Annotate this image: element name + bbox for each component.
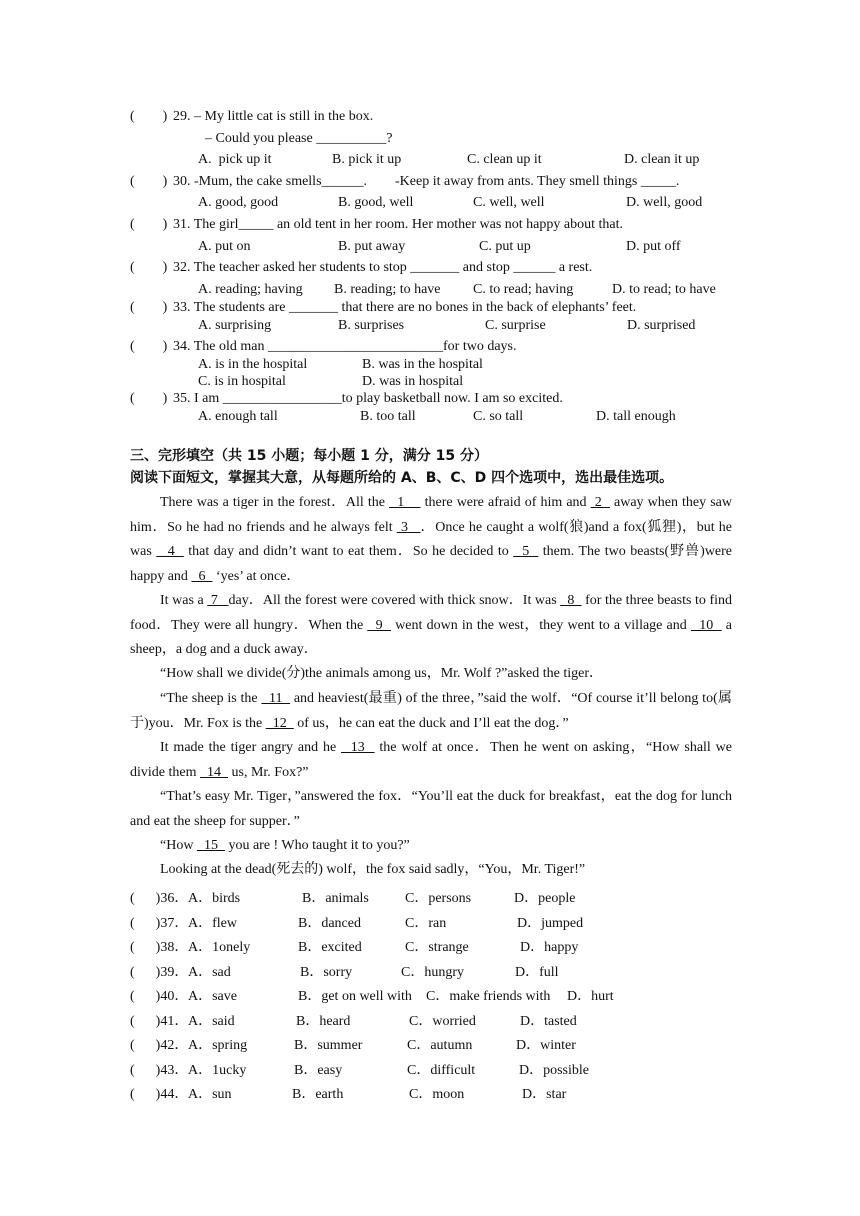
- passage-text: “That’s easy Mr. Tiger，”answered the fox．“You’ll eat the duck for breakfast，eat the dog for lunch and eat the sheep for supper．”: [130, 789, 732, 829]
- blank-1: 1: [389, 495, 421, 510]
- option-35-b: B. too tall: [360, 409, 416, 424]
- cloze-option-a: A．flew: [188, 916, 237, 931]
- option-33-d: D. surprised: [627, 318, 696, 333]
- blank-6: 6: [191, 568, 213, 584]
- option-30-a: A. good, good: [198, 195, 279, 210]
- blank-9: 9: [367, 617, 392, 633]
- passage-text: There was a tiger in the forest．All the: [160, 495, 390, 510]
- option-30-b: B. good, well: [338, 195, 414, 210]
- option-33-a: A. surprising: [198, 318, 272, 333]
- option-34-d: D. was in hospital: [362, 374, 464, 389]
- cloze-option-c: C．hungry: [401, 965, 464, 980]
- question-34-stem: 34. The old man _________________________for two days.: [173, 339, 517, 354]
- cloze-option-a: A．1ucky: [188, 1063, 247, 1078]
- question-34-paren: ( ): [130, 339, 168, 354]
- question-31-paren: ( ): [130, 217, 168, 232]
- passage-text: them. The two beasts(野兽)were happy and: [130, 544, 733, 584]
- option-35-c: C. so tall: [473, 409, 524, 424]
- cloze-option-c: C．make friends with: [426, 989, 551, 1004]
- question-29-stem: 29. – My little cat is still in the box.: [173, 109, 374, 124]
- passage-text: away when they saw him．So he had no friends and he always felt: [130, 495, 732, 535]
- passage-text: day．All the forest were covered with thick snow．It was: [228, 593, 561, 608]
- passage-text: “How: [160, 838, 197, 853]
- blank-12: 12: [265, 715, 294, 731]
- question-29-paren: ( ): [130, 109, 168, 124]
- cloze-number: ( )42．: [130, 1038, 189, 1053]
- option-33-c: C. surprise: [485, 318, 546, 333]
- passage-text: ‘yes’ at once．: [212, 568, 301, 584]
- cloze-number: ( )41．: [130, 1014, 189, 1029]
- cloze-option-c: C．autumn: [407, 1038, 473, 1053]
- blank-11: 11: [261, 691, 291, 706]
- section-title: 三、完形填空（共 15 小题；每小题 1 分，满分 15 分）: [130, 448, 488, 464]
- question-33-stem: 33. The students are _______ that there are no bones in the back of elephants’ feet.: [173, 300, 637, 315]
- cloze-option-a: A．sun: [188, 1087, 232, 1102]
- blank-10: 10: [690, 617, 722, 633]
- passage-paragraph-1: [130, 491, 732, 589]
- passage-text: a sheep，a dog and a duck away．: [130, 617, 733, 657]
- question-32-paren: ( ): [130, 260, 168, 275]
- cloze-option-c: C．strange: [405, 940, 469, 955]
- option-34-c: C. is in hospital: [198, 374, 286, 389]
- option-31-b: B. put away: [338, 239, 406, 254]
- section-instruction: 阅读下面短文，掌握其大意，从每题所给的 A、B、C、D 四个选项中，选出最佳选项。: [130, 470, 674, 486]
- blank-3: 3: [396, 519, 421, 535]
- question-31-stem: 31. The girl_____ an old tent in her room. Her mother was not happy about that.: [173, 217, 623, 232]
- passage-text: Looking at the dead(死去的) wolf，the fox said sadly，“You，Mr. Tiger!”: [160, 862, 586, 877]
- passage-text: for the three beasts to find food．They were all hungry．When the: [130, 593, 733, 633]
- option-32-d: D. to read; to have: [612, 282, 716, 297]
- cloze-option-d: D．winter: [516, 1038, 576, 1053]
- option-29-b: B. pick it up: [332, 152, 402, 167]
- cloze-option-d: D．tasted: [520, 1014, 577, 1029]
- question-32-stem: 32. The teacher asked her students to stop _______ and stop ______ a rest.: [173, 260, 593, 275]
- cloze-number: ( )44．: [130, 1087, 189, 1102]
- option-29-c: C. clean up it: [467, 152, 542, 167]
- cloze-option-d: D．hurt: [567, 989, 614, 1004]
- question-30-paren: ( ): [130, 174, 168, 189]
- cloze-option-c: C．persons: [405, 891, 472, 906]
- passage-text: us, Mr. Fox?”: [228, 764, 309, 780]
- passage-paragraph-5: [130, 736, 732, 785]
- passage-text: ．Once he caught a wolf(狼)and a fox(狐狸)，but he was: [130, 519, 733, 559]
- cloze-option-b: B．easy: [294, 1063, 343, 1078]
- cloze-option-b: B．animals: [302, 891, 369, 906]
- question-35-paren: ( ): [130, 391, 168, 406]
- cloze-option-a: A．birds: [188, 891, 241, 906]
- passage-text: “The sheep is the: [160, 691, 262, 706]
- question-29-stem-2: – Could you please __________?: [205, 131, 393, 146]
- passage-paragraph-4: [130, 687, 732, 736]
- passage-text: “How shall we divide(分)the animals among us，Mr. Wolf ?”asked the tiger．: [160, 666, 604, 681]
- cloze-option-b: B．summer: [294, 1038, 363, 1053]
- option-35-d: D. tall enough: [596, 409, 676, 424]
- cloze-option-c: C．ran: [405, 916, 447, 931]
- option-29-d: D. clean it up: [624, 152, 700, 167]
- option-30-d: D. well, good: [626, 195, 703, 210]
- cloze-number: ( )40．: [130, 989, 189, 1004]
- passage-paragraph-7: [130, 834, 732, 859]
- passage-paragraph-8: [130, 858, 732, 883]
- cloze-option-d: D．people: [514, 891, 576, 906]
- question-35-stem: 35. I am _________________to play basketball now. I am so excited.: [173, 391, 563, 406]
- cloze-option-a: A．spring: [188, 1038, 248, 1053]
- cloze-number: ( )37．: [130, 916, 189, 931]
- cloze-option-d: D．full: [515, 965, 559, 980]
- cloze-option-b: B．sorry: [300, 965, 353, 980]
- cloze-option-a: A．1onely: [188, 940, 251, 955]
- blank-2: 2: [590, 495, 610, 510]
- blank-8: 8: [560, 593, 582, 608]
- cloze-option-d: D．star: [522, 1087, 567, 1102]
- cloze-option-d: D．jumped: [517, 916, 584, 931]
- blank-4: _4: [156, 544, 184, 559]
- passage-text: It was a: [160, 593, 208, 608]
- passage-text: that day and didn’t want to eat them．So he decided to: [183, 544, 514, 559]
- cloze-number: ( )38．: [130, 940, 189, 955]
- passage-text: of us，he can eat the duck and I’ll eat the dog．”: [293, 715, 569, 731]
- passage-text: It made the tiger angry and he: [160, 740, 342, 755]
- blank-13: 13: [341, 740, 375, 755]
- passage-paragraph-2: [130, 589, 732, 663]
- question-33-paren: ( ): [130, 300, 168, 315]
- cloze-option-b: B．earth: [292, 1087, 344, 1102]
- passage-paragraph-6: [130, 785, 732, 834]
- option-33-b: B. surprises: [338, 318, 405, 333]
- option-31-d: D. put off: [626, 239, 681, 254]
- passage-text: went down in the west，they went to a village and: [391, 617, 691, 633]
- passage-text: and heaviest(最重) of the three，”said the wolf．“Of course it’ll belong to(属于)you．Mr. Fox is the: [130, 691, 733, 731]
- cloze-option-d: D．happy: [520, 940, 579, 955]
- blank-5: 5: [513, 544, 539, 559]
- option-29-a: A. pick up it: [198, 152, 272, 167]
- blank-7: 7: [207, 593, 229, 608]
- cloze-option-b: B．get on well with: [298, 989, 412, 1004]
- passage-text: the wolf at once．Then he went on asking，“How shall we divide them: [130, 740, 733, 780]
- cloze-number: ( )43．: [130, 1063, 189, 1078]
- cloze-option-a: A．save: [188, 989, 237, 1004]
- blank-15: 15: [196, 838, 225, 853]
- option-31-a: A. put on: [198, 239, 251, 254]
- option-32-c: C. to read; having: [473, 282, 574, 297]
- cloze-option-c: C．difficult: [407, 1063, 476, 1078]
- cloze-option-a: A．sad: [188, 965, 231, 980]
- cloze-option-b: B．excited: [298, 940, 362, 955]
- passage-text: you are ! Who taught it to you?”: [224, 838, 410, 853]
- option-30-c: C. well, well: [473, 195, 545, 210]
- passage-text: there were afraid of him and: [420, 495, 591, 510]
- option-32-b: B. reading; to have: [334, 282, 441, 297]
- cloze-number: ( )36．: [130, 891, 189, 906]
- question-30-stem: 30. -Mum, the cake smells______. -Keep it away from ants. They smell things _____.: [173, 174, 680, 189]
- cloze-option-d: D．possible: [519, 1063, 589, 1078]
- passage-paragraph-3: [130, 662, 732, 687]
- option-34-a: A. is in the hospital: [198, 357, 308, 372]
- cloze-option-c: C．moon: [409, 1087, 465, 1102]
- cloze-option-b: B．heard: [296, 1014, 351, 1029]
- option-35-a: A. enough tall: [198, 409, 278, 424]
- option-32-a: A. reading; having: [198, 282, 303, 297]
- cloze-option-b: B．danced: [298, 916, 361, 931]
- option-31-c: C. put up: [479, 239, 531, 254]
- blank-14: 14: [200, 764, 228, 780]
- cloze-option-a: A．said: [188, 1014, 235, 1029]
- cloze-number: ( )39．: [130, 965, 189, 980]
- cloze-option-c: C．worried: [409, 1014, 476, 1029]
- option-34-b: B. was in the hospital: [362, 357, 483, 372]
